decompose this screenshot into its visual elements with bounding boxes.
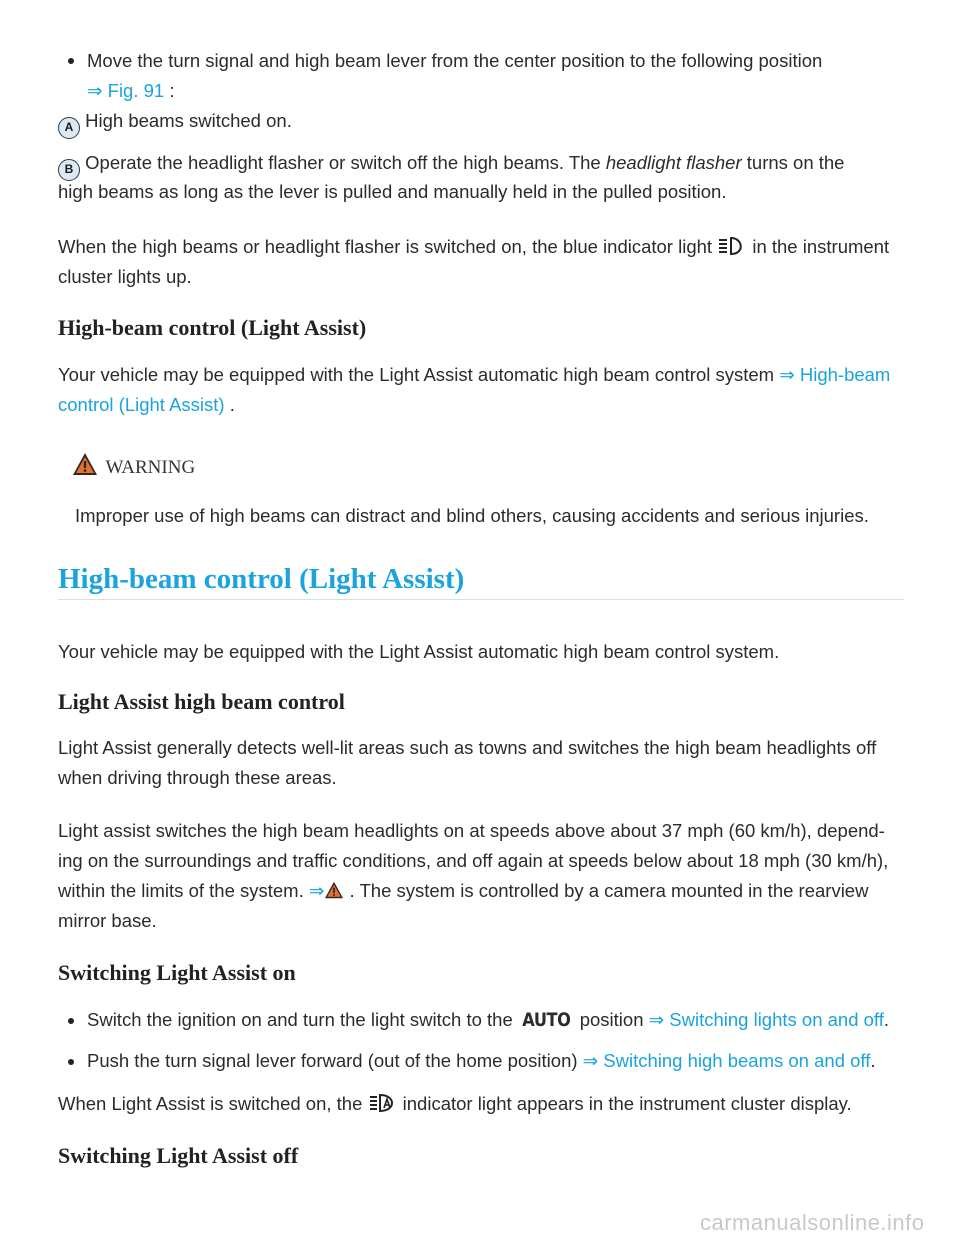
high-beam-indicator-icon [717, 236, 747, 256]
position-b-line2: high beams as long as the lever is pulled and manually held in the pulled position. [58, 181, 727, 202]
position-a-badge: A [58, 117, 80, 139]
high-beam-link[interactable]: ⇒ High-beam [779, 364, 891, 385]
switching-lights-link[interactable]: ⇒ Switching lights on and off [648, 1009, 884, 1030]
light-assist-ref-line2: control (Light Assist) . [58, 394, 235, 415]
indicator-paragraph: When the high beams or headlight flasher is switched on, the blue indicator light in the instrument [58, 236, 890, 257]
lever-instruction: Move the turn signal and high beam lever from the center position to the following position [87, 50, 823, 71]
bullet-dot [68, 58, 74, 64]
switching-high-beams-link[interactable]: ⇒ Switching high beams on and off [582, 1050, 871, 1071]
warning-label: WARNING [105, 457, 196, 478]
bullet-dot [68, 1059, 74, 1065]
indicator-paragraph-line2: cluster lights up. [58, 266, 192, 287]
warning-ref-icon [324, 881, 344, 899]
position-a: A High beams switched on. [58, 106, 908, 139]
switch-on-bullet-2: Push the turn signal lever forward (out of the home position) ⇒ Switching high beams on and off. [87, 1050, 876, 1071]
high-beam-link-cont[interactable]: control (Light Assist) [58, 394, 225, 415]
position-b-badge: B [58, 159, 80, 181]
intro-paragraph: Your vehicle may be equipped with the Light Assist automatic high beam control system. [58, 641, 780, 662]
fig-ref-line: ⇒ Fig. 91 : [87, 80, 175, 101]
position-b: B Operate the headlight flasher or switch off the high beams. The headlight flasher turns on the [58, 148, 908, 181]
control-p1-l2: when driving through these areas. [58, 767, 337, 788]
control-p2-l3: within the limits of the system. ⇒ . The system is controlled by a camera mounted in the rearview [58, 880, 869, 901]
warning-ref-link[interactable]: ⇒ [309, 880, 345, 901]
light-assist-ref: Your vehicle may be equipped with the Light Assist automatic high beam control system ⇒ High-beam [58, 364, 891, 385]
control-p1-l1: Light Assist generally detects well-lit areas such as towns and switches the high beam headlights off [58, 737, 877, 758]
light-assist-indicator-icon [368, 1093, 398, 1113]
main-heading: High-beam control (Light Assist) [58, 563, 465, 595]
control-p2-l1: Light assist switches the high beam headlights on at speeds above about 37 mph (60 km/h), depend- [58, 820, 885, 841]
control-p2-l2: ing on the surroundings and traffic conditions, and off again at speeds below about 18 mph (30 km/h), [58, 850, 889, 871]
warning-header [72, 452, 195, 479]
switch-off-heading: Switching Light Assist off [58, 1143, 299, 1168]
control-heading: Light Assist high beam control [58, 689, 345, 714]
footer-watermark: carmanualsonline.info [700, 1210, 925, 1235]
heading-divider [58, 599, 904, 600]
bullet-dot [68, 1018, 74, 1024]
warning-text: Improper use of high beams can distract and blind others, causing accidents and serious injuries. [75, 505, 869, 526]
warning-icon [72, 452, 98, 476]
switch-on-bullet-1: Switch the ignition on and turn the light switch to the AUTO position ⇒ Switching lights on and off. [87, 1005, 937, 1035]
fig-91-link[interactable]: ⇒ Fig. 91 [87, 80, 165, 101]
control-p2-l4: mirror base. [58, 910, 157, 931]
switch-on-paragraph: When Light Assist is switched on, the indicator light appears in the instrument cluster display. [58, 1093, 852, 1114]
switch-on-heading: Switching Light Assist on [58, 960, 296, 985]
auto-icon: AUTO [522, 1009, 571, 1031]
section-heading-light-assist: High-beam control (Light Assist) [58, 315, 367, 340]
